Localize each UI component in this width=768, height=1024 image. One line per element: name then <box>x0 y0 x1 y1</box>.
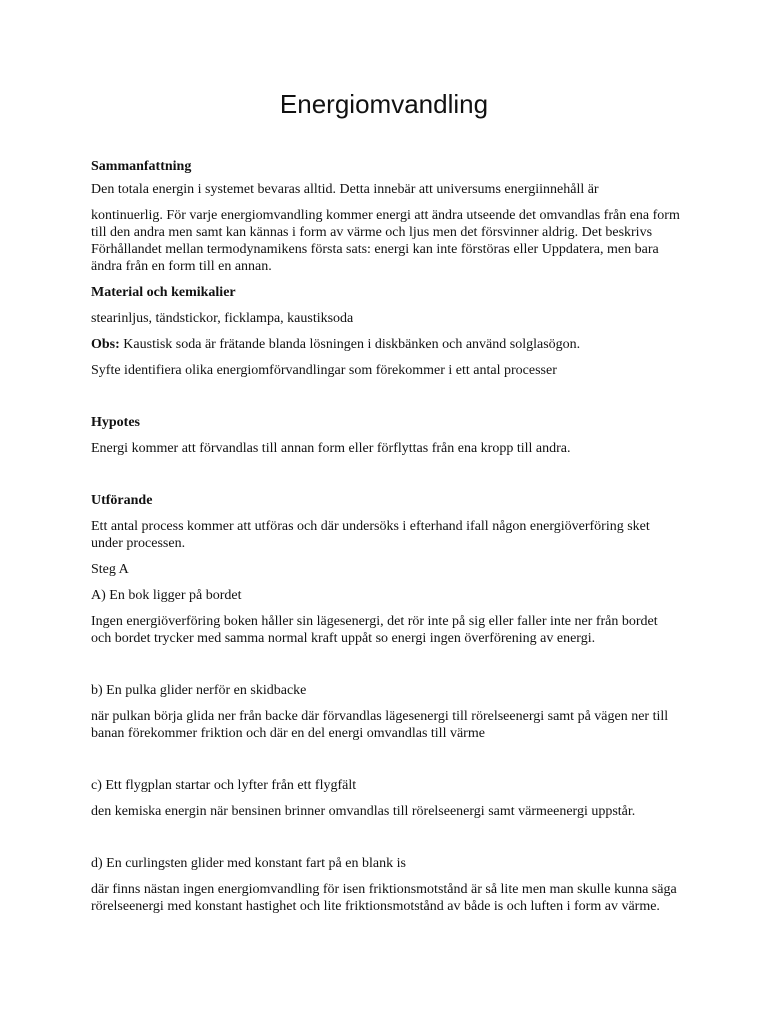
summary-paragraph-1: Den totala energin i systemet bevaras alltid. Detta innebär att universums energiinnehåll är <box>91 182 599 197</box>
procedure-item-d-text: där finns nästan ingen energiomvandling för isen friktionsmotstånd är så lite men man skulle kunna säga rörelseenergi med konstant hastighet och lite friktionsmotstånd av både is och luften i form av värme. <box>91 882 677 914</box>
summary-paragraph-2: kontinuerlig. För varje energiomvandling kommer energi att ändra utseende det omvandlas från ena form till den andra men samt kan kännas i form av värme och ljus men det försvinner aldrig. Det beskrivs Förhållandet mellan termodynamikens första sats: energi kan inte förstöras eller Uppdatera, men bara ändra från en form till en annan. <box>91 208 680 274</box>
purpose-text: Syfte identifiera olika energiomförvandlingar som förekommer i ett antal processer <box>91 363 557 378</box>
step-label: Steg A <box>91 562 129 577</box>
procedure-heading: Utförande <box>91 493 153 508</box>
procedure-item-b-text: när pulkan börja glida ner från backe där förvandlas lägesenergi till rörelseenergi samt på vägen ner till banan förekommer friktion och där en del energi omvandlas till värme <box>91 709 669 741</box>
procedure-item-d-title: d) En curlingsten glider med konstant fart på en blank is <box>91 856 406 871</box>
summary-heading: Sammanfattning <box>91 159 192 174</box>
procedure-item-b-title: b) En pulka glider nerför en skidbacke <box>91 683 307 698</box>
materials-heading: Material och kemikalier <box>91 285 236 300</box>
document-title: Energiomvandling <box>279 89 489 119</box>
materials-list: stearinljus, tändstickor, ficklampa, kaustiksoda <box>91 311 354 326</box>
procedure-item-c-text: den kemiska energin när bensinen brinner omvandlas till rörelseenergi samt värmeenergi uppstår. <box>91 804 636 819</box>
hypothesis-heading: Hypotes <box>91 415 140 430</box>
safety-note-text: Kaustisk soda är frätande blanda lösningen i diskbänken och använd solglasögon. <box>119 337 581 352</box>
procedure-item-c-title: c) Ett flygplan startar och lyfter från ett flygfält <box>91 778 357 793</box>
safety-note-label: Obs: <box>91 337 120 352</box>
document-body <box>91 158 681 915</box>
safety-note <box>91 336 681 353</box>
procedure-intro: Ett antal process kommer att utföras och där undersöks i efterhand ifall någon energiöverföring sket under processen. <box>91 519 650 551</box>
procedure-item-a-title: A) En bok ligger på bordet <box>91 588 242 603</box>
procedure-item-a-text: Ingen energiöverföring boken håller sin lägesenergi, det rör inte på sig eller faller inte ner från bordet och bordet trycker med samma normal kraft uppåt so energi ingen överförening av energi. <box>91 614 658 646</box>
hypothesis-text: Energi kommer att förvandlas till annan form eller förflyttas från ena kropp till andra. <box>91 441 571 456</box>
